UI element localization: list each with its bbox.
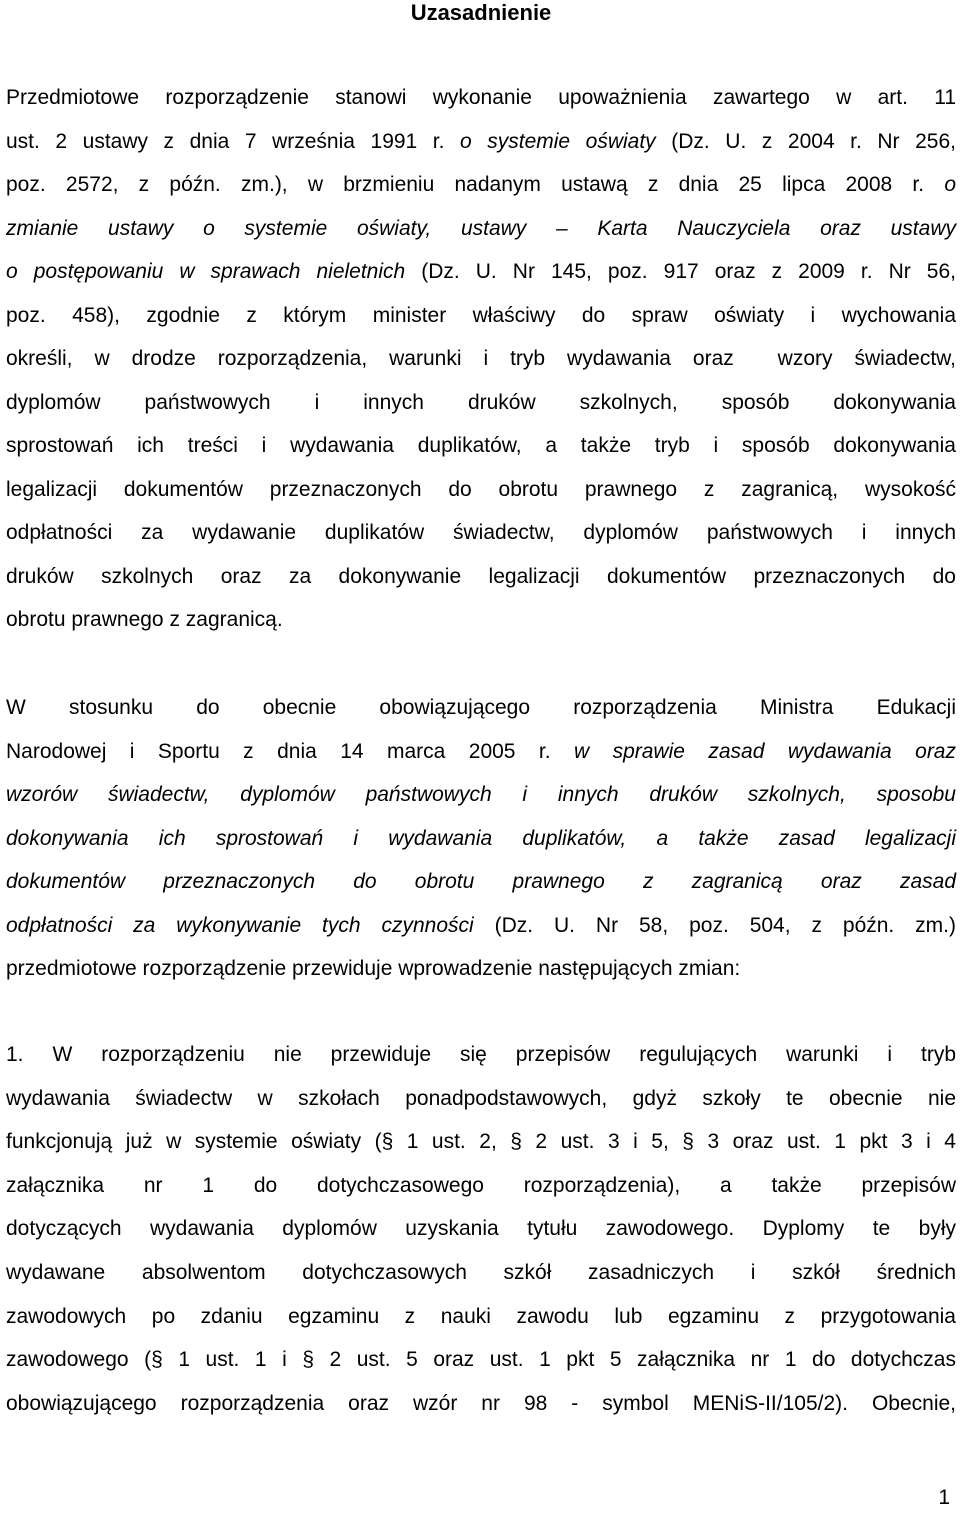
text-run: wydawane absolwentom dotychczasowych szkół zasadniczych i szkół średnich	[6, 1261, 956, 1284]
text-run: W stosunku do obecnie obowiązującego rozporządzenia Ministra Edukacji	[6, 696, 956, 719]
text-line	[6, 1041, 956, 1069]
italic-text-run: wzorów świadectw, dyplomów państwowych i innych druków szkolnych, sposobu	[6, 783, 956, 806]
text-line	[6, 912, 956, 940]
text-run: poz. 458), zgodnie z którym minister właściwy do spraw oświaty i wychowania	[6, 303, 956, 327]
italic-text-run: o	[944, 173, 956, 196]
text-run: funkcjonują już w systemie oświaty (	[6, 1130, 382, 1154]
text-line	[6, 345, 956, 373]
text-run: obowiązującego rozporządzenia oraz wzór nr 98 - symbol MENiS-II/105/2). Obecnie,	[6, 1391, 956, 1415]
text-line	[6, 1215, 956, 1243]
text-line	[6, 389, 956, 417]
text-run: sprostowań ich treści i wydawania duplikatów, a także tryb i sposób dokonywania	[6, 434, 956, 457]
text-run: § 1 ust. 2, § 2 ust. 3 i 5, § 3 oraz ust. 1 pkt 3 i 4	[381, 1130, 956, 1154]
text-line	[6, 1172, 956, 1200]
text-run: dyplomów państwowych i innych druków szkolnych, sposób dokonywania	[6, 390, 956, 414]
text-line	[6, 1085, 956, 1113]
text-line	[6, 476, 956, 504]
italic-text-run: w sprawie zasad wydawania oraz	[574, 739, 956, 763]
text-run: wydawania świadectw w szkołach ponadpodstawowych, gdyż szkoły te obecnie nie	[6, 1086, 956, 1110]
text-line	[6, 738, 956, 766]
text-run: (Dz. U. z 2004 r. Nr 256,	[655, 129, 956, 153]
italic-text-run: odpłatności za wykonywanie tych czynności	[6, 913, 474, 937]
text-run: (Dz. U. Nr 58, poz. 504, z późn. zm.)	[473, 913, 956, 937]
text-line	[6, 781, 956, 809]
text-run: zawodowych po zdaniu egzaminu z nauki zawodu lub egzaminu z przygotowania	[6, 1304, 956, 1328]
italic-text-run: o postępowaniu w sprawach nieletnich	[6, 260, 406, 283]
text-line	[6, 302, 956, 330]
text-run: przedmiotowe rozporządzenie przewiduje wprowadzenie następujących zmian:	[6, 957, 741, 980]
text-run: załącznika nr 1 do dotychczasowego rozporządzenia), a także przepisów	[6, 1173, 956, 1197]
text-line	[6, 432, 956, 460]
text-run: druków szkolnych oraz za dokonywanie legalizacji dokumentów przeznaczonych do	[6, 564, 956, 588]
text-line	[6, 1390, 956, 1418]
text-line	[6, 519, 956, 547]
text-line	[6, 1259, 956, 1287]
text-line	[6, 215, 956, 243]
text-run: zawodowego (§ 1 ust. 1 i § 2 ust. 5 oraz ust. 1 pkt 5 załącznika nr 1 do dotychczas	[6, 1348, 956, 1372]
text-line	[6, 606, 956, 634]
text-line	[6, 128, 956, 156]
document-title: Uzasadnienie	[410, 0, 552, 25]
text-line	[6, 1346, 956, 1374]
document-page	[6, 0, 956, 1513]
text-line	[6, 1128, 956, 1156]
text-line	[6, 825, 956, 853]
text-run: odpłatności za wydawanie duplikatów świadectw, dyplomów państwowych i innych	[6, 521, 956, 544]
text-line	[6, 258, 956, 286]
text-line	[6, 694, 956, 722]
text-run: Przedmiotowe rozporządzenie stanowi wykonanie upoważnienia zawartego w art. 11	[6, 86, 956, 109]
italic-text-run: dokumentów przeznaczonych do obrotu prawnego z zagranicą oraz zasad	[6, 870, 956, 893]
text-run: obrotu prawnego z zagranicą.	[6, 608, 283, 631]
page-number: 1	[938, 1486, 950, 1509]
text-line	[6, 84, 956, 112]
text-run: określi, w drodze rozporządzenia, warunki i tryb wydawania oraz wzory świadectw,	[6, 347, 956, 370]
text-run: legalizacji dokumentów przeznaczonych do obrotu prawnego z zagranicą, wysokość	[6, 477, 956, 501]
text-line	[6, 171, 956, 199]
text-line	[6, 563, 956, 591]
text-run: 1. W rozporządzeniu nie przewiduje się przepisów regulujących warunki i tryb	[6, 1043, 956, 1066]
italic-text-run: o systemie oświaty	[460, 129, 656, 153]
text-run: dotyczących wydawania dyplomów uzyskania tytułu zawodowego. Dyplomy te były	[6, 1217, 956, 1241]
text-run: Narodowej i Sportu z dnia 14 marca 2005 r.	[6, 739, 574, 763]
italic-text-run: dokonywania ich sprostowań i wydawania duplikatów, a także zasad legalizacji	[6, 826, 956, 850]
italic-text-run: zmianie ustawy o systemie oświaty, ustawy – Karta Nauczyciela oraz ustawy	[6, 216, 956, 240]
text-run: (Dz. U. Nr 145, poz. 917 oraz z 2009 r. Nr 56,	[405, 260, 956, 283]
text-run: poz. 2572, z późn. zm.), w brzmieniu nadanym ustawą z dnia 25 lipca 2008 r.	[6, 173, 945, 196]
text-run: ust. 2 ustawy z dnia 7 września 1991 r.	[6, 129, 461, 153]
text-line	[6, 955, 956, 983]
text-line	[6, 1303, 956, 1331]
text-line	[6, 868, 956, 896]
